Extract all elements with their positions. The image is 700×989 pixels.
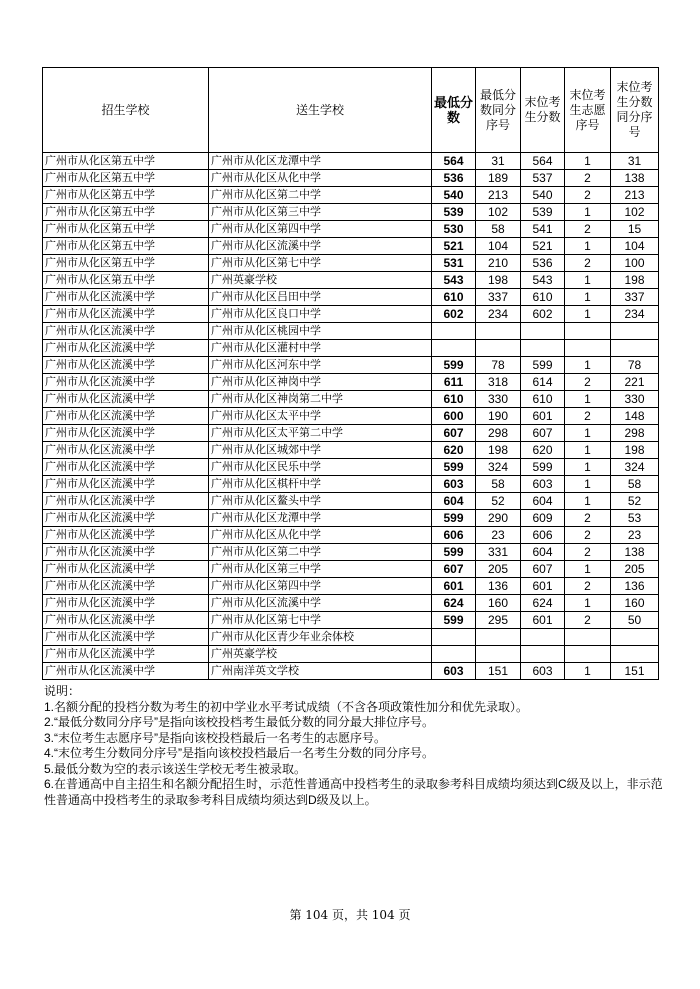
cell-min-rank: 213 <box>476 187 521 204</box>
cell-last-rank: 138 <box>611 170 659 187</box>
cell-sender: 广州市从化区第四中学 <box>209 578 432 595</box>
table-row <box>43 425 659 442</box>
table-row <box>43 629 659 646</box>
cell-last-rank: 138 <box>611 544 659 561</box>
cell-last-rank <box>611 323 659 340</box>
table-row <box>43 255 659 272</box>
note-item: 4.“末位考生分数同分序号”是指向该校投档最后一名考生分数的同分序号。 <box>44 746 435 760</box>
cell-last-pref: 2 <box>565 374 611 391</box>
cell-school: 广州市从化区流溪中学 <box>43 425 209 442</box>
cell-sender: 广州市从化区青少年业余体校 <box>209 629 432 646</box>
cell-last-score: 601 <box>521 408 565 425</box>
cell-min-score: 607 <box>432 425 476 442</box>
cell-min-rank: 189 <box>476 170 521 187</box>
cell-last-score: 564 <box>521 153 565 170</box>
cell-last-pref: 1 <box>565 595 611 612</box>
cell-sender: 广州市从化区第七中学 <box>209 255 432 272</box>
cell-last-rank: 160 <box>611 595 659 612</box>
cell-sender: 广州市从化区第七中学 <box>209 612 432 629</box>
table-row <box>43 476 659 493</box>
cell-last-rank: 58 <box>611 476 659 493</box>
table-row <box>43 391 659 408</box>
table-row <box>43 612 659 629</box>
cell-last-pref: 2 <box>565 578 611 595</box>
header-min-rank: 最低分数同分序号 <box>476 68 521 153</box>
cell-last-rank: 102 <box>611 204 659 221</box>
cell-min-rank: 78 <box>476 357 521 374</box>
table-row <box>43 646 659 663</box>
cell-last-score: 610 <box>521 289 565 306</box>
cell-school: 广州市从化区流溪中学 <box>43 357 209 374</box>
cell-min-score: 607 <box>432 561 476 578</box>
cell-school: 广州市从化区流溪中学 <box>43 493 209 510</box>
cell-last-score: 539 <box>521 204 565 221</box>
cell-min-rank: 198 <box>476 272 521 289</box>
cell-sender: 广州市从化区第四中学 <box>209 221 432 238</box>
cell-school: 广州市从化区第五中学 <box>43 221 209 238</box>
cell-last-rank: 100 <box>611 255 659 272</box>
note-item: 3.“末位考生志愿序号”是指向该校投档最后一名考生的志愿序号。 <box>44 730 387 745</box>
cell-last-pref <box>565 646 611 663</box>
cell-sender: 广州市从化区从化中学 <box>209 170 432 187</box>
cell-min-score: 620 <box>432 442 476 459</box>
cell-min-rank: 324 <box>476 459 521 476</box>
cell-last-score: 620 <box>521 442 565 459</box>
cell-last-rank: 151 <box>611 663 659 680</box>
cell-last-pref: 1 <box>565 459 611 476</box>
cell-sender: 广州市从化区城郊中学 <box>209 442 432 459</box>
cell-sender: 广州市从化区神岗中学 <box>209 374 432 391</box>
cell-last-score: 603 <box>521 663 565 680</box>
cell-sender: 广州市从化区棋杆中学 <box>209 476 432 493</box>
header-last-rank: 末位考生分数同分序号 <box>611 68 659 153</box>
cell-last-rank <box>611 646 659 663</box>
cell-min-rank: 290 <box>476 510 521 527</box>
cell-min-rank: 58 <box>476 221 521 238</box>
cell-school: 广州市从化区流溪中学 <box>43 408 209 425</box>
cell-sender: 广州市从化区太平中学 <box>209 408 432 425</box>
cell-last-rank: 213 <box>611 187 659 204</box>
table-row <box>43 510 659 527</box>
cell-last-pref: 2 <box>565 510 611 527</box>
cell-min-score: 599 <box>432 357 476 374</box>
table-row <box>43 408 659 425</box>
cell-last-score: 601 <box>521 612 565 629</box>
cell-min-score: 599 <box>432 544 476 561</box>
cell-last-rank: 205 <box>611 561 659 578</box>
cell-last-pref: 1 <box>565 391 611 408</box>
cell-last-rank <box>611 629 659 646</box>
cell-school: 广州市从化区流溪中学 <box>43 459 209 476</box>
cell-last-rank: 15 <box>611 221 659 238</box>
cell-last-score: 607 <box>521 561 565 578</box>
cell-min-rank <box>476 646 521 663</box>
cell-min-score <box>432 629 476 646</box>
cell-last-score: 607 <box>521 425 565 442</box>
cell-last-pref <box>565 629 611 646</box>
table-row <box>43 374 659 391</box>
cell-last-rank: 136 <box>611 578 659 595</box>
cell-school: 广州市从化区流溪中学 <box>43 578 209 595</box>
cell-min-rank: 295 <box>476 612 521 629</box>
cell-sender: 广州市从化区第三中学 <box>209 204 432 221</box>
table-row <box>43 323 659 340</box>
cell-sender: 广州英豪学校 <box>209 272 432 289</box>
cell-last-pref <box>565 323 611 340</box>
cell-last-score: 604 <box>521 544 565 561</box>
cell-min-rank: 198 <box>476 442 521 459</box>
cell-sender: 广州市从化区流溪中学 <box>209 238 432 255</box>
cell-last-score <box>521 629 565 646</box>
cell-school: 广州市从化区流溪中学 <box>43 561 209 578</box>
cell-last-pref: 1 <box>565 425 611 442</box>
cell-min-score: 606 <box>432 527 476 544</box>
table-body <box>43 153 659 680</box>
table-row <box>43 272 659 289</box>
note-item: 2.“最低分数同分序号”是指向该校投档考生最低分数的同分最大排位序号。 <box>44 715 435 729</box>
cell-last-score: 604 <box>521 493 565 510</box>
cell-school: 广州市从化区流溪中学 <box>43 663 209 680</box>
cell-min-score: 531 <box>432 255 476 272</box>
cell-last-score: 521 <box>521 238 565 255</box>
cell-school: 广州市从化区流溪中学 <box>43 340 209 357</box>
cell-last-rank: 221 <box>611 374 659 391</box>
cell-last-pref: 1 <box>565 663 611 680</box>
cell-min-rank: 136 <box>476 578 521 595</box>
cell-last-score: 601 <box>521 578 565 595</box>
cell-last-score <box>521 340 565 357</box>
cell-min-rank: 160 <box>476 595 521 612</box>
cell-min-rank <box>476 340 521 357</box>
table-row <box>43 544 659 561</box>
table-row <box>43 340 659 357</box>
cell-school: 广州市从化区第五中学 <box>43 187 209 204</box>
cell-last-rank: 53 <box>611 510 659 527</box>
cell-last-rank: 23 <box>611 527 659 544</box>
note-item: 6.在普通高中自主招生和名额分配招生时，示范性普通高中投档考生的录取参考科目成绩均须达到C级及以上，非示范性普通高中投档考生的录取参考科目成绩均须达到D级及以上。 <box>44 777 663 807</box>
table-row <box>43 306 659 323</box>
cell-min-score: 610 <box>432 391 476 408</box>
cell-min-rank: 330 <box>476 391 521 408</box>
cell-last-rank: 104 <box>611 238 659 255</box>
cell-school: 广州市从化区流溪中学 <box>43 544 209 561</box>
table-row <box>43 595 659 612</box>
cell-sender: 广州市从化区鳌头中学 <box>209 493 432 510</box>
cell-last-pref: 1 <box>565 357 611 374</box>
cell-last-score: 624 <box>521 595 565 612</box>
cell-school: 广州市从化区流溪中学 <box>43 527 209 544</box>
cell-min-rank: 337 <box>476 289 521 306</box>
cell-school: 广州市从化区流溪中学 <box>43 391 209 408</box>
cell-last-pref: 1 <box>565 289 611 306</box>
table-row <box>43 578 659 595</box>
cell-last-pref: 2 <box>565 187 611 204</box>
cell-last-pref: 2 <box>565 544 611 561</box>
cell-school: 广州市从化区流溪中学 <box>43 476 209 493</box>
cell-sender: 广州市从化区吕田中学 <box>209 289 432 306</box>
note-item: 1.名额分配的投档分数为考生的初中学业水平考试成绩（不含各项政策性加分和优先录取）。 <box>44 699 529 714</box>
cell-school: 广州市从化区流溪中学 <box>43 646 209 663</box>
cell-school: 广州市从化区第五中学 <box>43 204 209 221</box>
cell-school: 广州市从化区流溪中学 <box>43 442 209 459</box>
cell-last-rank: 337 <box>611 289 659 306</box>
cell-last-rank: 31 <box>611 153 659 170</box>
cell-min-rank: 102 <box>476 204 521 221</box>
cell-last-score: 536 <box>521 255 565 272</box>
cell-school: 广州市从化区第五中学 <box>43 255 209 272</box>
cell-last-rank: 324 <box>611 459 659 476</box>
cell-last-score: 603 <box>521 476 565 493</box>
cell-last-rank: 78 <box>611 357 659 374</box>
cell-school: 广州市从化区流溪中学 <box>43 374 209 391</box>
cell-min-score: 564 <box>432 153 476 170</box>
cell-min-score: 602 <box>432 306 476 323</box>
cell-last-rank: 198 <box>611 442 659 459</box>
cell-sender: 广州市从化区第二中学 <box>209 544 432 561</box>
table-row <box>43 561 659 578</box>
cell-min-rank <box>476 323 521 340</box>
cell-min-score <box>432 323 476 340</box>
cell-school: 广州市从化区第五中学 <box>43 170 209 187</box>
table-row <box>43 204 659 221</box>
cell-school: 广州市从化区流溪中学 <box>43 629 209 646</box>
cell-min-score: 601 <box>432 578 476 595</box>
cell-min-rank: 58 <box>476 476 521 493</box>
cell-min-rank: 331 <box>476 544 521 561</box>
cell-last-pref: 1 <box>565 493 611 510</box>
table-row <box>43 238 659 255</box>
cell-min-score <box>432 646 476 663</box>
cell-last-score: 541 <box>521 221 565 238</box>
cell-sender: 广州市从化区流溪中学 <box>209 595 432 612</box>
cell-last-score <box>521 646 565 663</box>
cell-school: 广州市从化区流溪中学 <box>43 510 209 527</box>
cell-last-pref: 1 <box>565 442 611 459</box>
cell-last-rank: 234 <box>611 306 659 323</box>
cell-sender: 广州市从化区太平第二中学 <box>209 425 432 442</box>
cell-min-score: 540 <box>432 187 476 204</box>
admission-table <box>42 67 659 680</box>
header-min-score: 最低分数 <box>432 68 476 153</box>
table-row <box>43 170 659 187</box>
cell-sender: 广州南洋英文学校 <box>209 663 432 680</box>
cell-sender: 广州市从化区从化中学 <box>209 527 432 544</box>
cell-last-pref: 1 <box>565 561 611 578</box>
cell-school: 广州市从化区第五中学 <box>43 272 209 289</box>
cell-last-score: 614 <box>521 374 565 391</box>
cell-min-rank: 23 <box>476 527 521 544</box>
cell-sender: 广州市从化区良口中学 <box>209 306 432 323</box>
cell-sender: 广州市从化区桃园中学 <box>209 323 432 340</box>
cell-last-pref: 2 <box>565 612 611 629</box>
cell-last-pref: 2 <box>565 527 611 544</box>
cell-last-pref: 2 <box>565 408 611 425</box>
cell-sender: 广州英豪学校 <box>209 646 432 663</box>
cell-last-pref: 1 <box>565 306 611 323</box>
header-last-score: 末位考生分数 <box>521 68 565 153</box>
cell-last-score: 606 <box>521 527 565 544</box>
cell-last-rank <box>611 340 659 357</box>
cell-school: 广州市从化区流溪中学 <box>43 306 209 323</box>
note-item: 5.最低分数为空的表示该送生学校无考生被录取。 <box>44 761 307 776</box>
cell-last-rank: 148 <box>611 408 659 425</box>
table-header-row <box>43 68 659 153</box>
cell-sender: 广州市从化区神岗第二中学 <box>209 391 432 408</box>
cell-min-rank: 298 <box>476 425 521 442</box>
cell-last-pref: 2 <box>565 170 611 187</box>
cell-min-score: 624 <box>432 595 476 612</box>
notes-title: 说明： <box>44 684 81 698</box>
table-row <box>43 153 659 170</box>
cell-last-score <box>521 323 565 340</box>
header-last-pref: 末位考生志愿序号 <box>565 68 611 153</box>
cell-last-score: 537 <box>521 170 565 187</box>
cell-min-score: 599 <box>432 510 476 527</box>
cell-last-rank: 198 <box>611 272 659 289</box>
cell-min-score: 539 <box>432 204 476 221</box>
table-row <box>43 357 659 374</box>
cell-school: 广州市从化区第五中学 <box>43 153 209 170</box>
cell-last-pref: 2 <box>565 221 611 238</box>
notes-section <box>44 684 664 808</box>
cell-min-score <box>432 340 476 357</box>
cell-min-score: 599 <box>432 459 476 476</box>
cell-last-score: 599 <box>521 357 565 374</box>
cell-min-score: 611 <box>432 374 476 391</box>
cell-last-score: 599 <box>521 459 565 476</box>
cell-min-rank: 104 <box>476 238 521 255</box>
table-row <box>43 442 659 459</box>
cell-sender: 广州市从化区第三中学 <box>209 561 432 578</box>
cell-last-pref: 1 <box>565 272 611 289</box>
cell-min-score: 603 <box>432 476 476 493</box>
cell-min-score: 610 <box>432 289 476 306</box>
table-row <box>43 459 659 476</box>
table-row <box>43 187 659 204</box>
cell-min-score: 603 <box>432 663 476 680</box>
cell-min-score: 543 <box>432 272 476 289</box>
cell-last-score: 610 <box>521 391 565 408</box>
cell-min-rank: 190 <box>476 408 521 425</box>
cell-last-score: 602 <box>521 306 565 323</box>
cell-school: 广州市从化区流溪中学 <box>43 612 209 629</box>
table-row <box>43 493 659 510</box>
cell-school: 广州市从化区第五中学 <box>43 238 209 255</box>
table-row <box>43 289 659 306</box>
cell-min-score: 604 <box>432 493 476 510</box>
cell-min-rank: 318 <box>476 374 521 391</box>
cell-sender: 广州市从化区龙潭中学 <box>209 510 432 527</box>
cell-school: 广州市从化区流溪中学 <box>43 595 209 612</box>
cell-min-score: 600 <box>432 408 476 425</box>
cell-last-pref: 1 <box>565 238 611 255</box>
cell-sender: 广州市从化区灌村中学 <box>209 340 432 357</box>
cell-school: 广州市从化区流溪中学 <box>43 289 209 306</box>
cell-min-rank: 205 <box>476 561 521 578</box>
cell-last-score: 609 <box>521 510 565 527</box>
cell-sender: 广州市从化区河东中学 <box>209 357 432 374</box>
table-row <box>43 663 659 680</box>
cell-last-pref: 2 <box>565 255 611 272</box>
cell-min-score: 599 <box>432 612 476 629</box>
table-row <box>43 527 659 544</box>
cell-min-score: 536 <box>432 170 476 187</box>
cell-min-rank: 210 <box>476 255 521 272</box>
header-sender: 送生学校 <box>209 68 432 153</box>
cell-last-rank: 52 <box>611 493 659 510</box>
cell-min-rank <box>476 629 521 646</box>
cell-sender: 广州市从化区民乐中学 <box>209 459 432 476</box>
cell-min-score: 521 <box>432 238 476 255</box>
page-footer: 第 104 页，共 104 页 <box>289 908 411 922</box>
cell-last-score: 540 <box>521 187 565 204</box>
cell-last-pref: 1 <box>565 476 611 493</box>
cell-sender: 广州市从化区龙潭中学 <box>209 153 432 170</box>
cell-school: 广州市从化区流溪中学 <box>43 323 209 340</box>
cell-last-pref: 1 <box>565 153 611 170</box>
cell-min-rank: 52 <box>476 493 521 510</box>
cell-last-score: 543 <box>521 272 565 289</box>
cell-min-score: 530 <box>432 221 476 238</box>
cell-last-rank: 50 <box>611 612 659 629</box>
cell-min-rank: 234 <box>476 306 521 323</box>
table-row <box>43 221 659 238</box>
cell-last-rank: 298 <box>611 425 659 442</box>
cell-last-pref <box>565 340 611 357</box>
cell-min-rank: 151 <box>476 663 521 680</box>
cell-last-pref: 1 <box>565 204 611 221</box>
cell-sender: 广州市从化区第二中学 <box>209 187 432 204</box>
cell-last-rank: 330 <box>611 391 659 408</box>
cell-min-rank: 31 <box>476 153 521 170</box>
header-school: 招生学校 <box>43 68 209 153</box>
